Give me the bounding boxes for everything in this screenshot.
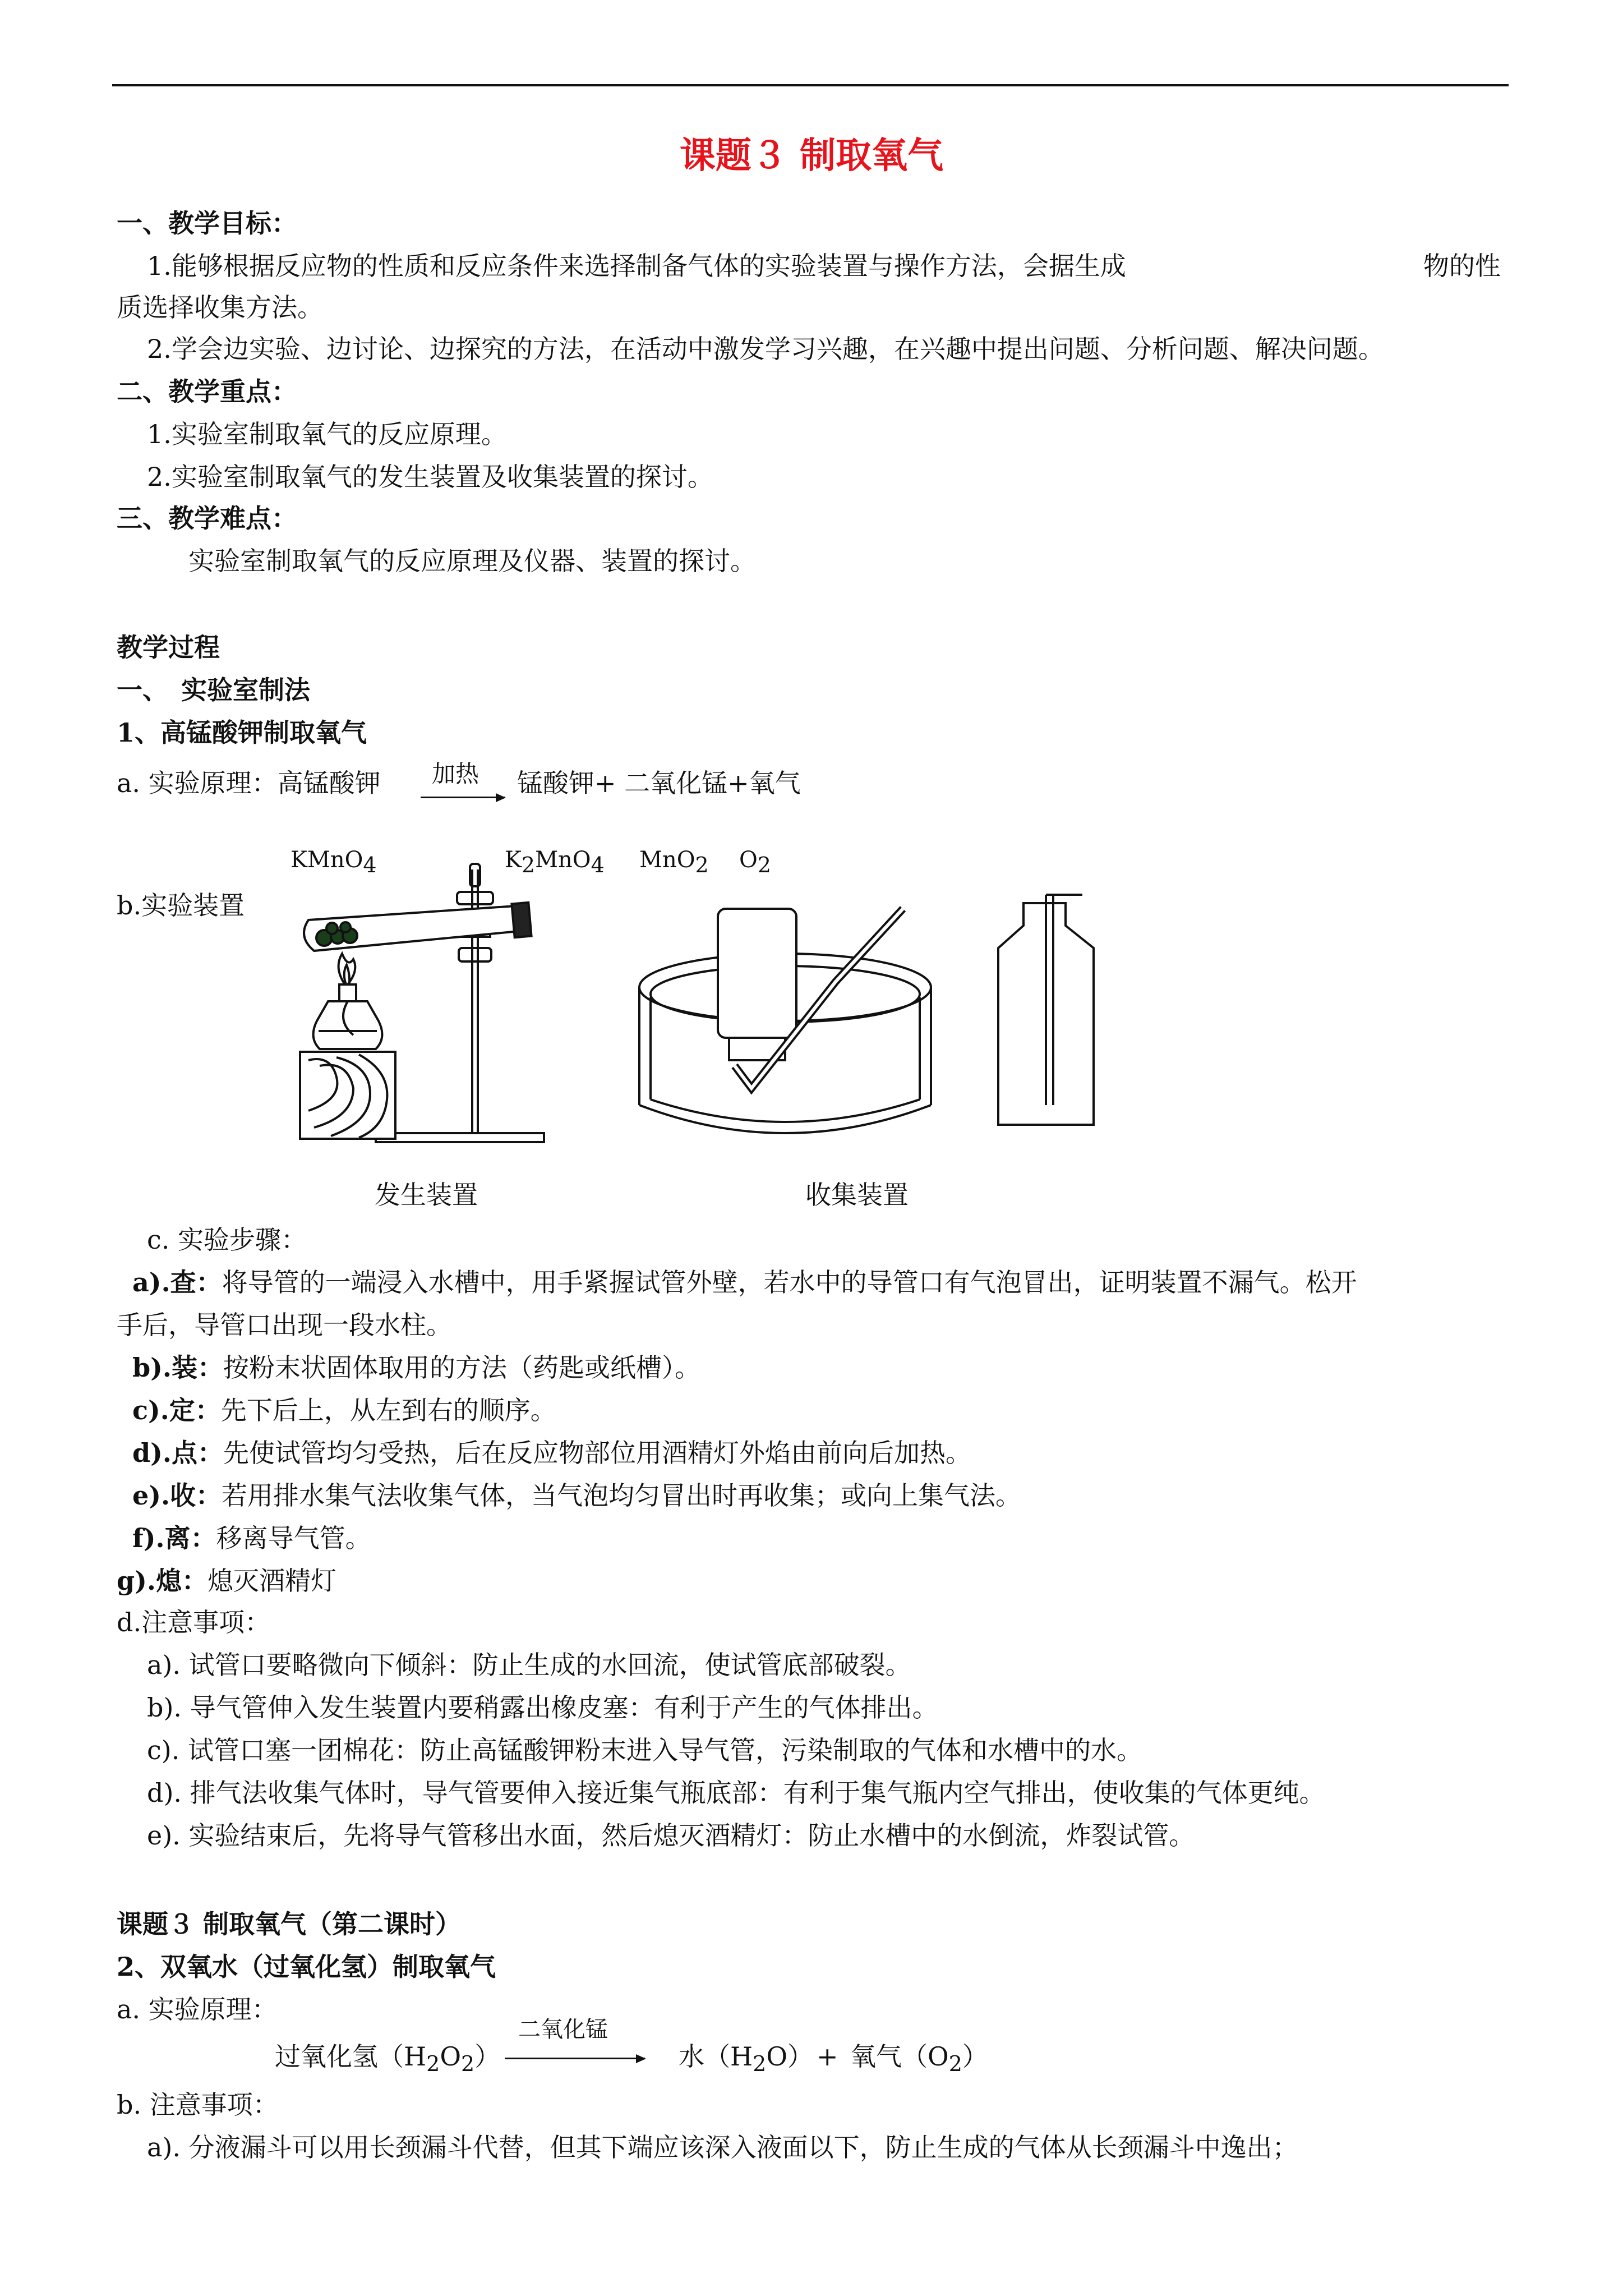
goal-2: 2.学会边实验、边讨论、边探究的方法，在活动中激发学习兴趣，在兴趣中提出问题、分析问题、解决问题。 <box>147 334 1384 364</box>
goal-1-line-c: 质选择收集方法。 <box>117 292 323 323</box>
step-d: d).点：先使试管均匀受热，后在反应物部位用酒精灯外焰由前向后加热。 <box>132 1438 971 1468</box>
steps-heading: c. 实验步骤： <box>147 1225 307 1255</box>
focus-2: 2.实验室制取氧气的发生装置及收集装置的探讨。 <box>147 462 713 492</box>
step-a-cont: 手后，导管口出现一段水柱。 <box>117 1310 452 1340</box>
product-oxygen: 氧气$(O_2)$ <box>850 2041 988 2077</box>
note-d: d). 排气法收集气体时，导气管要伸入接近集气瓶底部：有利于集气瓶内空气排出，使收集的气体更纯。 <box>147 1778 1325 1808</box>
top-rule <box>112 84 1509 86</box>
note-c: c). 试管口塞一团棉花：防止高锰酸钾粉末进入导气管，污染制取的气体和水槽中的水。 <box>147 1735 1142 1765</box>
formula-k2mno4: $K_2MnO_4$ <box>505 847 605 877</box>
gas-collecting-bottle-drawing <box>993 886 1099 1133</box>
plus-sign: + <box>817 2041 838 2072</box>
difficulty-heading: 三、教学难点： <box>117 503 297 533</box>
reaction-arrow-2 <box>505 2058 645 2059</box>
water-trough-collection-drawing <box>634 898 937 1161</box>
principle-1-label: a. 实验原理：高锰酸钾 <box>117 768 381 798</box>
oxygen-generation-apparatus-drawing <box>292 853 572 1189</box>
apparatus-label: b.实验装置 <box>117 890 245 921</box>
reaction-arrow-1 <box>421 797 505 798</box>
goals-heading: 一、教学目标： <box>117 208 297 238</box>
page-title: 课题３ 制取氧气 <box>679 135 944 177</box>
reaction-condition: 加热 <box>432 760 479 788</box>
lesson-2-heading: 课题３ 制取氧气（第二课时） <box>117 1909 462 1939</box>
principle-1-products: 锰酸钾+ 二氧化锰+氧气 <box>517 768 801 798</box>
goal-1-line-a: 1.能够根据反应物的性质和反应条件来选择制备气体的实验装置与操作方法，会据生成 <box>147 251 1126 281</box>
focus-1: 1.实验室制取氧气的反应原理。 <box>147 419 507 449</box>
formula-kmno4: KMnO$_4$ <box>291 847 377 877</box>
note-2-a: a). 分液漏斗可以用长颈漏斗代替，但其下端应该深入液面以下，防止生成的气体从长颈漏斗中逸出； <box>147 2132 1298 2162</box>
goal-1-line-b: 物的性 <box>1423 251 1501 281</box>
subsection-1-heading: 1、高锰酸钾制取氧气 <box>117 717 367 748</box>
difficulty-1: 实验室制取氧气的反应原理及仪器、装置的探讨。 <box>188 546 756 576</box>
reactant-h2o2: 过氧化氢$(H_2O_2)$ <box>275 2041 501 2077</box>
subsection-2-heading: 2、双氧水（过氧化氢）制取氧气 <box>117 1952 496 1982</box>
step-f: f).离：移离导气管。 <box>132 1523 371 1553</box>
note-e: e). 实验结束后，先将导气管移出水面，然后熄灭酒精灯：防止水槽中的水倒流，炸裂试管。 <box>147 1820 1195 1851</box>
process-heading: 教学过程 <box>117 632 220 662</box>
note-a: a). 试管口要略微向下倾斜：防止生成的水回流，使试管底部破裂。 <box>147 1650 911 1680</box>
formula-mno2: MnO$_2$ <box>639 847 709 877</box>
note-b: b). 导气管伸入发生装置内要稍露出橡皮塞：有利于产生的气体排出。 <box>147 1692 938 1723</box>
generator-caption: 发生装置 <box>375 1180 478 1210</box>
step-b: b).装：按粉末状固体取用的方法（药匙或纸槽）。 <box>132 1352 700 1383</box>
step-g: g).熄：熄灭酒精灯 <box>117 1566 336 1596</box>
product-water: 水$(H_2O)$ <box>679 2041 814 2077</box>
section-1-heading: 一、 实验室制法 <box>117 675 310 705</box>
formula-o2: $O_2$ <box>739 847 771 877</box>
catalyst-label: 二氧化锰 <box>518 2017 608 2042</box>
focus-heading: 二、教学重点： <box>117 376 297 407</box>
notes-2-heading: b. 注意事项： <box>117 2090 279 2120</box>
step-c: c).定：先下后上，从左到右的顺序。 <box>132 1395 556 1425</box>
collector-caption: 收集装置 <box>805 1180 909 1210</box>
step-e: e).收：若用排水集气法收集气体，当气泡均匀冒出时再收集；或向上集气法。 <box>132 1480 1022 1511</box>
principle-2-label: a. 实验原理： <box>117 1994 278 2024</box>
notes-heading: d.注意事项： <box>117 1607 271 1637</box>
step-a: a).查：将导管的一端浸入水槽中，用手紧握试管外壁，若水中的导管口有气泡冒出，证明装置不漏气。松开 <box>132 1267 1357 1297</box>
